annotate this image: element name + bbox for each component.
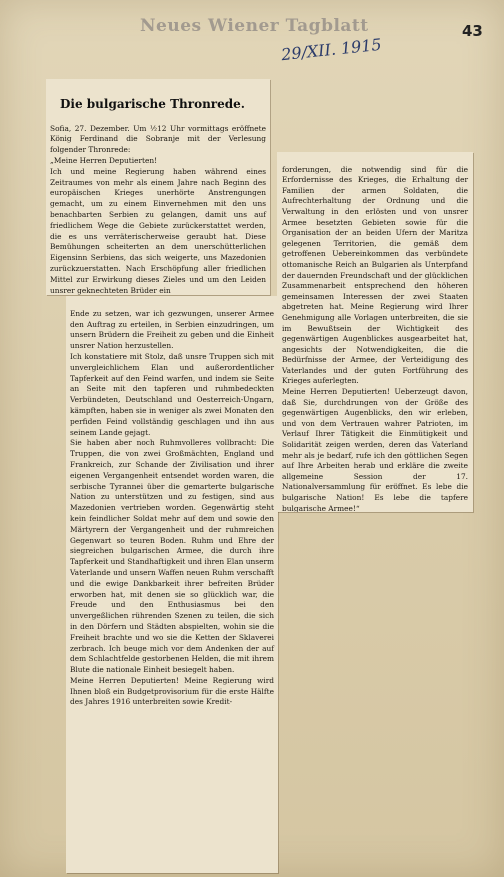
- newspaper-masthead: Neues Wiener Tagblatt: [140, 16, 369, 36]
- page-number: 43: [462, 22, 483, 40]
- clipping-column-3: [277, 152, 473, 512]
- clipping-column-2: [66, 296, 278, 873]
- article-headline: Die bulgarische Thronrede.: [60, 96, 245, 111]
- clipping-text-3: [277, 152, 473, 512]
- article-body-part-2: Ende zu setzen, war ich gezwungen, unserer Armee den Auftrag zu erteilen, in Serbien einzudringen, um unsern Brüdern die Freiheit zu geben und die Einheit unsrer Nation herzustellen. Ich konstatiere mit Stolz, daß unsre Truppen sich mit unvergleichlichem Elan und außerordentlicher Tapferkeit auf den Feind warfen, und indem sie Seite an Seite mit den tapferen und ruhmbedeckten Verbündeten, Deutschland und Oesterreich-Ungarn, kämpften, haben sie in weniger als zwei Monaten den perfiden Feind vollständig geschlagen und ihn aus seinem Lande gejagt. Sie haben aber noch Ruhmvolleres vollbracht: Die Truppen, die von zwei Großmächten, England und Frankreich, zur Schande der Zivilisation und ihrer eigenen Vergangenheit entsendet worden waren, die serbische Tyrannei über die gemarterte bulgarische Nation zu unterstützen und zu festigen, sind aus Mazedonien vertrieben worden. Gegenwärtig steht kein feindlicher Soldat mehr auf dem und sowie den Märtyrern der Vergangenheit und der ruhmreichen Gegenwart so teuren Boden. Ruhm und Ehre der siegreichen bulgarischen Armee, die durch ihre Tapferkeit und Standhaftigkeit und ihren Elan unserm Vaterlande und unsern Waffen neuen Ruhm verschafft und die ewige Dankbarkeit ihrer befreiten Brüder erworben hat, mit denen sie so glücklich war, die Freude und den Enthusiasmus bei den unvergeßlichen rührenden Szenen zu teilen, die sich in den Dörfern und Städten abspielten, wohin sie die Freiheit brachte und wo sie die Ketten der Sklaverei zerbrach. Ich beuge mich vor dem Andenken der auf dem Schlachtfelde gestorbenen Helden, die mit ihrem Blute die nationale Einheit besiegelt haben. Meine Herren Deputierten! Meine Regierung wird Ihnen bloß ein Budgetprovisorium für die erste Hälfte des Jahres 1916 unterbreiten sowie Kredit-: [70, 308, 274, 707]
- clipping-text-2: [66, 296, 278, 873]
- clipping-column-1: [46, 79, 270, 295]
- article-body-part-1: Sofia, 27. Dezember. Um ½12 Uhr vormittags eröffnete König Ferdinand die Sobranje mit der Verlesung folgender Thronrede: „Meine Herren Deputierten! Ich und meine Regierung haben während eines Zeitraumes von mehr als einem Jahre nach Beginn des europäischen Krieges unerhörte Anstrengungen gemacht, um zu einem Einvernehmen mit den uns benachbarten Serbien zu gelangen, damit uns auf friedlichem Wege die Gebiete zurückerstattet werden, die es uns verräterischerweise geraubt hat. Diese Bemühungen scheiterten an dem unerschütterlichen Eigensinn Serbiens, das sich weigerte, uns Mazedonien zurückzuerstatten. Nach Erschöpfung aller friedlichen Mittel zur Erwirkung dieses Zieles und um den Leiden unsrer geknechteten Brüder ein: [50, 123, 266, 295]
- article-body-part-3: forderungen, die notwendig sind für die Erfordernisse des Krieges, die Erhaltung der Familien der armen Soldaten, die Aufrechterhaltung der Ordnung und die Verwaltung in den erlösten und von unsrer Armee besetzten Gebieten sowie für die Organisation der an beiden Ufern der Maritza gelegenen Territorien, die gemäß dem getroffenen Uebereinkommen das verbündete ottomanische Reich an Bulgarien als Unterpfand der dauernden Freundschaft und der glücklichen Zusammenarbeit entsprechend den höheren gemeinsamen Interessen der zwei Staaten abgetreten hat. Meine Regierung wird Ihrer Genehmigung alle Vorlagen unterbreiten, die sie im Bewußtsein der Wichtigkeit des gegenwärtigen Augenblickes ausgearbeitet hat, angesichts der Notwendigkeiten, die die Bedürfnisse der Armee, der Verteidigung des Vaterlandes und der guten Fortführung des Krieges auferlegten. Meine Herren Deputierten! Ueberzeugt davon, daß Sie, durchdrungen von der Größe des gegenwärtigen Augenblicks, den wir erleben, und von dem Vertrauen wahrer Patrioten, im Verlauf Ihrer Tätigkeit die Einmütigkeit und Solidarität zeigen werden, deren das Vaterland mehr als je bedarf, rufe ich den göttlichen Segen auf Ihre Arbeiten herab und erkläre die zweite allgemeine Session der 17. Nationalversammlung für eröffnet. Es lebe die bulgarische Nation! Es lebe die tapfere bulgarische Armee!“: [282, 164, 468, 512]
- handwritten-date: 29/XII. 1915: [280, 34, 383, 65]
- clipping-text-1: [46, 79, 270, 295]
